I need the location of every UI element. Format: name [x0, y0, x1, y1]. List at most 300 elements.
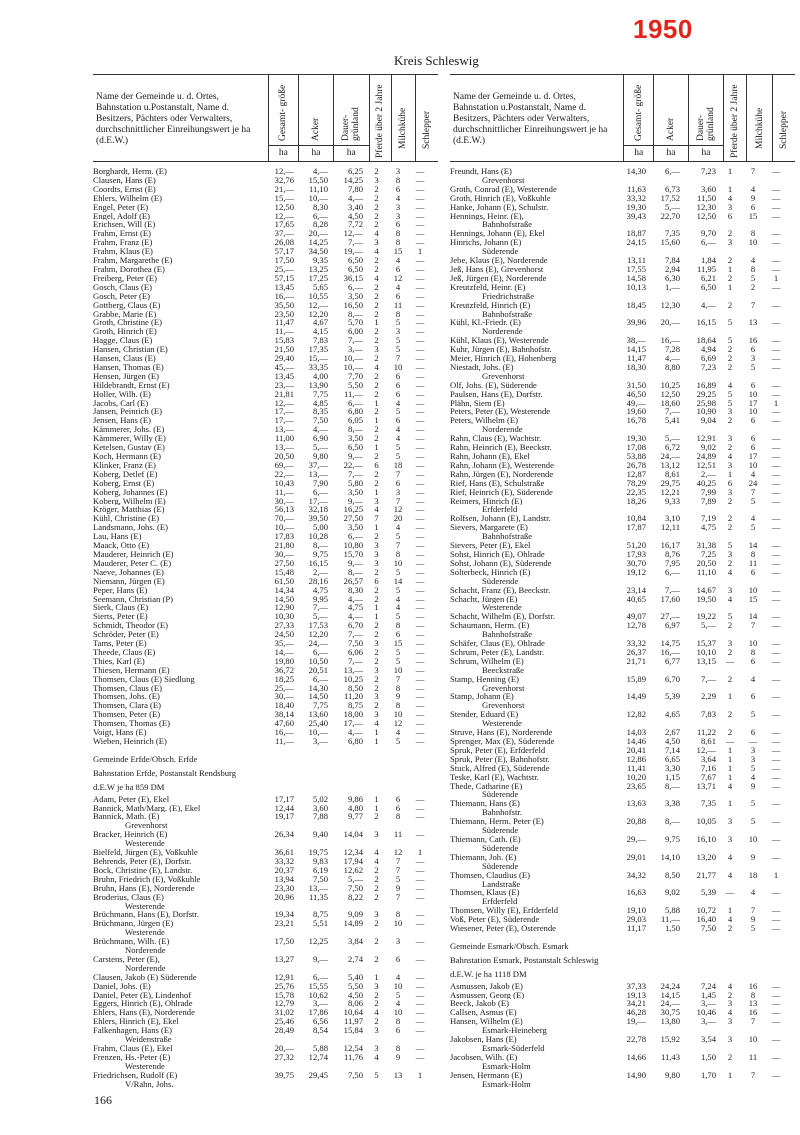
cell-dauergruenland: 4,—: [347, 728, 363, 737]
cell-gesamt: 16,78: [626, 416, 646, 426]
cell-gesamt: 11,63: [626, 184, 646, 194]
entry-name: Teske, Karl (E), Wachtstr.: [450, 772, 539, 782]
entry-location: Süderende: [482, 247, 519, 257]
entry-name: Ketelsen, Gustav (E): [93, 443, 165, 452]
cell-milchkuehe: 10: [748, 834, 758, 844]
table-row: [450, 639, 795, 648]
cell-acker: 20,51: [308, 665, 328, 675]
cell-milchkuehe: 4: [395, 256, 401, 265]
cell-milchkuehe: 5: [395, 336, 401, 346]
cell-milchkuehe: 6: [750, 728, 756, 737]
cell-pferde: 1: [374, 443, 379, 452]
cell-dauergruenland: 13,71: [696, 781, 716, 791]
entry-name: Kühl, Christine (E): [93, 514, 160, 524]
table-row: [450, 416, 795, 425]
entry-name: Hennings, Heinr. (E),: [450, 211, 524, 221]
section-heading: Bahnstation Esmark, Postanstalt Schleswig: [450, 954, 599, 965]
cell-acker: 5,88: [664, 906, 680, 916]
cell-pferde: 3: [727, 460, 733, 470]
entry-name: Thomsen, Claus (E): [93, 683, 162, 693]
cell-pferde: 3: [374, 496, 379, 506]
entry-name: Thomsen, Willy (E), Erfderfeld: [450, 906, 559, 916]
cell-milchkuehe: 12: [393, 273, 403, 283]
cell-gesamt: 20,37: [274, 865, 294, 875]
entry-name: Thies, Karl (E): [93, 656, 145, 666]
entry-name: Schacht, Jürgen (E): [450, 594, 518, 604]
table-row: [93, 452, 438, 461]
entry-location: Grevenhorst: [482, 683, 525, 693]
header-acker: Acker: [666, 117, 677, 141]
cell-acker: 15,—: [308, 354, 328, 363]
cell-acker: 9,75: [664, 834, 680, 844]
cell-gesamt: 21,71: [626, 656, 646, 666]
cell-gesamt: 18,87: [626, 229, 646, 239]
cell-milchkuehe: 4: [395, 594, 401, 604]
cell-milchkuehe: 20: [393, 514, 403, 524]
cell-pferde: 2: [374, 630, 379, 640]
cell-gesamt: 34,32: [626, 870, 646, 880]
cell-gesamt: 16,—: [274, 291, 294, 301]
cell-pferde: 3: [727, 549, 733, 559]
entry-name: Spruk, Peter (E), Erfderfeld: [450, 745, 546, 755]
cell-milchkuehe: 4: [395, 523, 401, 533]
cell-acker: 7,95: [664, 558, 680, 568]
cell-gesamt: 11,47: [274, 318, 294, 328]
cell-dauergruenland: 7,50: [700, 924, 716, 933]
cell-schlepper: —: [771, 1070, 781, 1080]
table-row: [93, 586, 438, 595]
cell-acker: 3,10: [664, 514, 680, 524]
cell-pferde: 4: [727, 452, 733, 461]
cell-dauergruenland: 27,50: [343, 514, 363, 524]
cell-dauergruenland: 9,77: [347, 812, 363, 822]
cell-pferde: 2: [727, 621, 733, 631]
entry-name: Thiesen, Hermann (E): [93, 665, 170, 675]
table-row: [93, 399, 438, 408]
cell-milchkuehe: 7: [395, 354, 401, 363]
table-row: [450, 167, 795, 176]
cell-acker: 16,17: [660, 541, 680, 550]
cell-pferde: 3: [727, 1017, 733, 1027]
cell-acker: 9,95: [312, 594, 328, 604]
cell-pferde: 3: [727, 817, 733, 827]
cell-gesamt: 19,34: [274, 910, 294, 920]
table-row: [450, 595, 795, 604]
cell-milchkuehe: 4: [750, 256, 756, 265]
cell-acker: 9,40: [312, 830, 328, 840]
table-row: [93, 381, 438, 390]
cell-pferde: 3: [374, 710, 379, 720]
cell-dauergruenland: 15,37: [696, 639, 716, 648]
cell-gesamt: 22,78: [626, 1035, 646, 1044]
entry-name: Ehlers, Hans (E), Norderende: [93, 1008, 195, 1018]
entry-name: Naeve, Johannes (E): [93, 567, 164, 577]
cell-dauergruenland: 3,40: [347, 202, 363, 212]
entry-name: Holler, Wilh. (E): [93, 389, 151, 399]
cell-acker: 11,10: [308, 184, 328, 194]
cell-schlepper: —: [771, 981, 781, 991]
cell-gesamt: 21,50: [274, 345, 294, 355]
cell-pferde: 2: [727, 273, 733, 283]
table-row: [93, 830, 438, 839]
cell-gesamt: 18,40: [274, 701, 294, 711]
cell-dauergruenland: 10,90: [696, 407, 716, 417]
cell-acker: 15,50: [308, 175, 328, 185]
entry-name: Thiemann, Hans (E): [450, 799, 520, 809]
entry-name: Hensen, Jürgen (E): [93, 371, 159, 381]
cell-dauergruenland: 7,83: [700, 710, 716, 720]
cell-pferde: 2: [374, 184, 379, 194]
entry-name: Groth, Christine (E): [93, 318, 162, 328]
table-row: [450, 999, 795, 1008]
cell-acker: 6,—: [664, 567, 680, 577]
cell-gesamt: 14,30: [626, 167, 646, 176]
entry-name: Mauderer, Peter C. (E): [93, 558, 172, 568]
cell-schlepper: —: [771, 567, 781, 577]
entry-location: Süderende: [482, 843, 519, 853]
cell-milchkuehe: 10: [393, 665, 403, 675]
entry-name: Jensen, Hans (E): [93, 416, 151, 426]
cell-acker: 7,14: [664, 745, 680, 755]
entry-location: Norderende: [125, 946, 166, 955]
table-row: [93, 999, 438, 1008]
entry-name: Brüchmann, Wilh. (E): [93, 937, 170, 947]
table-row: [93, 274, 438, 283]
cell-acker: 27,—: [660, 612, 680, 622]
cell-schlepper: —: [415, 892, 425, 902]
cell-pferde: 1: [727, 264, 733, 274]
cell-dauergruenland: 7,19: [700, 514, 716, 524]
section-heading: d.E.W je ha 859 DM: [93, 781, 165, 792]
cell-milchkuehe: 15: [393, 247, 403, 257]
cell-schlepper: —: [771, 167, 781, 176]
cell-dauergruenland: 15,70: [343, 549, 363, 559]
cell-pferde: 2: [374, 701, 379, 711]
entry-location-line: [93, 1080, 438, 1089]
table-row: [450, 1035, 795, 1044]
entry-name: Jensen, Hermann (E): [450, 1070, 523, 1080]
cell-pferde: 1: [374, 803, 379, 813]
table-row: [450, 194, 795, 203]
entry-name: Solterbeck, Hinrich (E): [450, 567, 531, 577]
table-row: [93, 550, 438, 559]
cell-acker: 3,38: [664, 799, 680, 809]
page-number: 166: [94, 1093, 112, 1107]
cell-milchkuehe: 5: [395, 585, 401, 595]
entry-location-line: [450, 247, 795, 256]
cell-dauergruenland: 12,—: [343, 229, 363, 239]
entry-location: Beeckstraße: [482, 665, 524, 675]
cell-milchkuehe: 10: [393, 710, 403, 720]
cell-schlepper: —: [415, 567, 425, 577]
entry-location: Süderende: [482, 790, 519, 800]
cell-pferde: 2: [374, 892, 379, 902]
table-row: [93, 973, 438, 982]
cell-dauergruenland: 19,22: [696, 612, 716, 622]
entry-name: Schacht, Franz (E), Beeckstr.: [450, 585, 551, 595]
cell-gesamt: 17,50: [274, 937, 294, 947]
cell-acker: 17,52: [660, 193, 680, 203]
cell-milchkuehe: 8: [395, 309, 401, 319]
section-gap: [93, 746, 438, 750]
cell-pferde: 2: [374, 999, 379, 1009]
table-row: [93, 1017, 438, 1026]
cell-schlepper: —: [771, 514, 781, 524]
cell-dauergruenland: 2,—: [700, 469, 716, 479]
cell-milchkuehe: 8: [395, 229, 401, 239]
entry-name: Wiesener, Peter (E), Osterende: [450, 924, 556, 933]
cell-dauergruenland: 13,20: [696, 852, 716, 862]
cell-schlepper: —: [771, 772, 781, 782]
district-title: Kreis Schleswig: [394, 53, 479, 68]
cell-acker: 14,30: [308, 683, 328, 693]
cell-acker: 30,75: [660, 1008, 680, 1018]
cell-schlepper: —: [771, 674, 781, 684]
header-gesamt: Gesamt- größe: [633, 84, 644, 141]
entry-location: Westerende: [125, 839, 165, 849]
cell-pferde: 2: [374, 354, 379, 363]
cell-milchkuehe: 18: [393, 460, 403, 470]
entry-name: Sohst, Hinrich (E), Ohlrade: [450, 549, 545, 559]
cell-schlepper: —: [415, 594, 425, 604]
table-row: [450, 764, 795, 773]
cell-gesamt: 56,13: [274, 505, 294, 515]
cell-schlepper: —: [771, 389, 781, 399]
cell-schlepper: —: [415, 291, 425, 301]
cell-pferde: 4: [374, 247, 379, 257]
cell-schlepper: —: [771, 549, 781, 559]
cell-gesamt: 17,08: [626, 443, 646, 452]
table-row: [93, 612, 438, 621]
cell-milchkuehe: 8: [750, 264, 756, 274]
table-row: [450, 238, 795, 247]
cell-milchkuehe: 10: [748, 639, 758, 648]
cell-gesamt: 14,50: [274, 594, 294, 604]
table-row: [93, 639, 438, 648]
cell-pferde: 6: [374, 460, 379, 470]
cell-acker: 3,60: [312, 803, 328, 813]
entry-name: Borghardt, Herm. (E): [93, 167, 167, 176]
cell-schlepper: —: [771, 647, 781, 657]
cell-dauergruenland: 10,72: [696, 906, 716, 916]
cell-pferde: 2: [727, 523, 733, 533]
cell-gesamt: 30,—: [274, 496, 294, 506]
cell-pferde: 3: [374, 639, 379, 648]
cell-dauergruenland: 2,74: [347, 954, 363, 964]
table-row: [450, 621, 795, 630]
header-milchkuehe: Milchkühe: [754, 107, 765, 149]
cell-gesamt: 12,—: [274, 167, 294, 176]
table-row: [93, 407, 438, 416]
cell-dauergruenland: 9,04: [700, 416, 716, 426]
table-row: [93, 684, 438, 693]
cell-schlepper: —: [771, 728, 781, 737]
cell-milchkuehe: 5: [395, 345, 401, 355]
header-name-col: Name der Gemeinde u. d. Ortes, Bahnstation u.Postanstalt, Name d. Besitzers, Pächters oder Verwalters, durchschnittlicher Einreihungswert je ha (d.E.W.): [96, 91, 251, 146]
cell-dauergruenland: 3,50: [347, 487, 363, 497]
cell-acker: 3,—: [312, 999, 328, 1009]
entry-name: Schäfer, Claus (E), Ohlrade: [450, 639, 545, 648]
cell-acker: 9,02: [664, 888, 680, 898]
cell-dauergruenland: 4,50: [347, 990, 363, 1000]
table-row: [93, 425, 438, 434]
cell-milchkuehe: 6: [750, 692, 756, 702]
entry-name: Frahm, Ernst (E): [93, 229, 151, 239]
cell-acker: 7,90: [312, 478, 328, 488]
cell-milchkuehe: 4: [395, 999, 401, 1009]
cell-schlepper: —: [771, 692, 781, 702]
cell-acker: 7,—: [664, 407, 680, 417]
cell-schlepper: —: [415, 883, 425, 893]
cell-dauergruenland: 6,25: [347, 167, 363, 176]
cell-milchkuehe: 6: [750, 380, 756, 390]
cell-gesamt: 36,61: [274, 848, 294, 857]
table-row: [450, 888, 795, 897]
cell-dauergruenland: 3,54: [700, 1035, 716, 1044]
cell-pferde: 1: [374, 318, 379, 328]
entry-location-line: [450, 176, 795, 185]
cell-acker: 32,18: [308, 505, 328, 515]
cell-dauergruenland: 10,64: [343, 1008, 363, 1018]
table-row: [93, 505, 438, 514]
cell-gesamt: 26,08: [274, 238, 294, 248]
table-row: [450, 203, 795, 212]
cell-acker: 6,—: [312, 211, 328, 221]
cell-acker: 12,74: [308, 1052, 328, 1062]
cell-pferde: 2: [374, 990, 379, 1000]
entry-name: Kuhr, Jürgen (E), Bahnhofstr.: [450, 345, 552, 355]
header-pferde: Pferde über 2 Jahre: [375, 84, 386, 158]
entry-name: Jeß, Hans (E), Grevenhorst: [450, 264, 544, 274]
cell-gesamt: 13,45: [274, 282, 294, 292]
table-row: [93, 848, 438, 857]
cell-gesamt: 23,65: [626, 781, 646, 791]
cell-dauergruenland: 40,25: [696, 478, 716, 488]
header-schlepper: Schlepper: [778, 111, 789, 149]
cell-gesamt: 46,50: [626, 389, 646, 399]
table-row: [450, 728, 795, 737]
cell-dauergruenland: 9,70: [700, 229, 716, 239]
cell-milchkuehe: 7: [750, 621, 756, 631]
cell-pferde: 4: [374, 719, 379, 729]
entry-name: Hinrichs, Johann (E): [450, 238, 522, 248]
entry-location: Bahnhofstraße: [482, 220, 533, 230]
cell-schlepper: —: [415, 273, 425, 283]
entry-location-line: [450, 577, 795, 586]
table-row: [93, 354, 438, 363]
table-row: [93, 1026, 438, 1035]
cell-gesamt: 12,79: [274, 999, 294, 1009]
cell-acker: 13,—: [308, 883, 328, 893]
table-row: [93, 719, 438, 728]
entry-name: Brüchmann, Jürgen (E): [93, 919, 174, 929]
cell-dauergruenland: 7,67: [700, 772, 716, 782]
entry-location-line: [450, 826, 795, 835]
cell-gesamt: 32,76: [274, 175, 294, 185]
table-row: [450, 274, 795, 283]
cell-milchkuehe: 10: [393, 919, 403, 929]
cell-pferde: 2: [374, 674, 379, 684]
cell-dauergruenland: 4,50: [347, 211, 363, 221]
unit-ha: ha: [299, 145, 333, 161]
cell-schlepper: —: [415, 309, 425, 319]
entry-location: Norderende: [125, 963, 166, 973]
cell-dauergruenland: 8,61: [700, 737, 716, 746]
cell-gesamt: 12,—: [274, 398, 294, 408]
table-row: [93, 488, 438, 497]
entry-name: Bielfeld, Jürgen (E), Voßkuhle: [93, 848, 198, 857]
cell-gesamt: 39,96: [626, 318, 646, 328]
cell-acker: 8,28: [312, 220, 328, 230]
cell-schlepper: —: [415, 728, 425, 737]
cell-gesamt: 11,41: [626, 763, 646, 773]
cell-schlepper: —: [415, 496, 425, 506]
cell-schlepper: —: [415, 1052, 425, 1062]
cell-acker: 8,61: [664, 469, 680, 479]
entry-name: Thiemann, Herm. Peter (E): [450, 817, 544, 827]
entry-name: Schaumann, Herm. (E): [450, 621, 530, 631]
entry-location-line: [450, 790, 795, 799]
entry-location-line: [450, 327, 795, 336]
entry-name: Schmidt, Theodor (E): [93, 621, 169, 631]
cell-milchkuehe: 7: [395, 541, 401, 550]
cell-acker: 5,—: [664, 434, 680, 444]
entry-name: Sierk, Claus (E): [93, 603, 149, 613]
cell-gesamt: 27,50: [274, 558, 294, 568]
cell-schlepper: —: [415, 318, 425, 328]
cell-dauergruenland: 20,50: [696, 558, 716, 568]
cell-dauergruenland: 1,50: [700, 1052, 716, 1062]
cell-gesamt: 14,46: [626, 737, 646, 746]
entry-location: Westerende: [125, 1061, 165, 1071]
cell-dauergruenland: 7,70: [347, 371, 363, 381]
cell-pferde: 2: [727, 229, 733, 239]
cell-schlepper: —: [771, 656, 781, 666]
cell-milchkuehe: 5: [395, 656, 401, 666]
table-row: [93, 728, 438, 737]
cell-acker: 5,41: [664, 416, 680, 426]
cell-schlepper: —: [415, 478, 425, 488]
cell-gesamt: 23,30: [274, 883, 294, 893]
entry-name: Daniel, Johs. (E): [93, 981, 151, 991]
cell-schlepper: —: [771, 594, 781, 604]
cell-acker: 7,88: [312, 812, 328, 822]
cell-pferde: 2: [374, 256, 379, 265]
cell-pferde: 2: [374, 954, 379, 964]
cell-dauergruenland: 19,50: [696, 594, 716, 604]
cell-schlepper: —: [771, 407, 781, 417]
cell-pferde: 1: [727, 906, 733, 916]
cell-gesamt: 15,48: [274, 567, 294, 577]
cell-acker: 12,21: [660, 487, 680, 497]
cell-acker: 13,12: [660, 460, 680, 470]
table-row: [450, 991, 795, 1000]
cell-pferde: 4: [374, 362, 379, 372]
cell-schlepper: —: [771, 460, 781, 470]
cell-acker: 4,—: [664, 354, 680, 363]
cell-dauergruenland: 6,50: [347, 443, 363, 452]
entry-name: Gottberg, Claus (E): [93, 300, 161, 310]
cell-schlepper: —: [415, 407, 425, 417]
cell-dauergruenland: 16,15: [696, 318, 716, 328]
cell-pferde: 2: [374, 389, 379, 399]
cell-milchkuehe: 5: [750, 523, 756, 533]
entry-name: Frahm, Claus (E), Ekel: [93, 1044, 173, 1053]
cell-dauergruenland: 3,50: [347, 291, 363, 301]
cell-gesamt: 12,82: [626, 710, 646, 720]
entry-name: Engel, Adolf (E): [93, 211, 151, 221]
cell-acker: 2,94: [664, 264, 680, 274]
